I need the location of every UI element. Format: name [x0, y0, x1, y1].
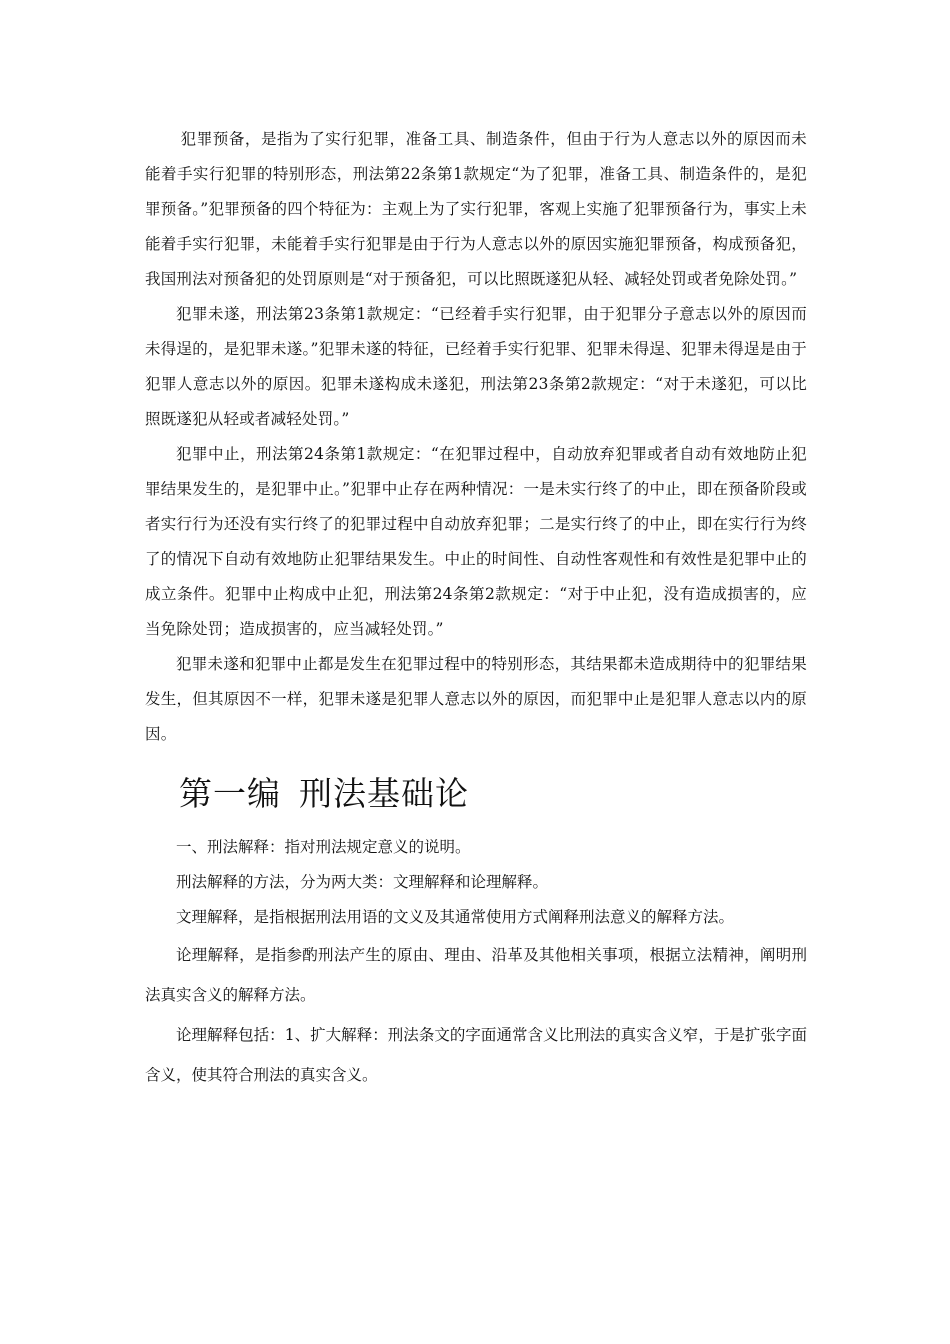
- heading-part-title: 刑法基础论: [299, 774, 469, 813]
- paragraph-crime-preparation: 犯罪预备，是指为了实行犯罪，准备工具、制造条件，但由于行为人意志以外的原因而未能着手实行犯罪的特别形态，刑法第22条第1款规定“为了犯罪，准备工具、制造条件的，是犯罪预备。”犯罪预备的四个特征为：主观上为了实行犯罪，客观上实施了犯罪预备行为，事实上未能着手实行犯罪，未能着手实行犯罪是由于行为人意志以外的原因实施犯罪预备，构成预备犯，我国刑法对预备犯的处罚原则是“对于预备犯，可以比照既遂犯从轻、减轻处罚或者免除处罚。”: [145, 130, 807, 288]
- paragraph-interpretation-methods: 刑法解释的方法，分为两大类：文理解释和论理解释。: [176, 873, 549, 891]
- heading-part-number: 第一编: [179, 774, 281, 813]
- paragraph-comparison: 犯罪未遂和犯罪中止都是发生在犯罪过程中的特别形态，其结果都未造成期待中的犯罪结果发生，但其原因不一样，犯罪未遂是犯罪人意志以外的原因，而犯罪中止是犯罪人意志以内的原因。: [145, 655, 807, 743]
- paragraph-criminal-law-interpretation: 一、刑法解释：指对刑法规定意义的说明。: [176, 838, 471, 856]
- paragraph-crime-discontinuation: 犯罪中止，刑法第24条第1款规定：“在犯罪过程中，自动放弃犯罪或者自动有效地防止犯罪结果发生的，是犯罪中止。”犯罪中止存在两种情况：一是未实行终了的中止，即在预备阶段或者实行行为还没有实行终了的犯罪过程中自动放弃犯罪；二是实行终了的中止，即在实行行为终了的情况下自动有效地防止犯罪结果发生。中止的时间性、自动性客观性和有效性是犯罪中止的成立条件。犯罪中止构成中止犯，刑法第24条第2款规定：“对于中止犯，没有造成损害的，应当免除处罚；造成损害的，应当减轻处罚。”: [145, 445, 807, 638]
- paragraph-attempted-crime: 犯罪未遂，刑法第23条第1款规定：“已经着手实行犯罪，由于犯罪分子意志以外的原因而未得逞的，是犯罪未遂。”犯罪未遂的特征，已经着手实行犯罪、犯罪未得逞、犯罪未得逞是由于犯罪人意志以外的原因。犯罪未遂构成未遂犯，刑法第23条第2款规定：“对于未遂犯，可以比照既遂犯从轻或者减轻处罚。”: [145, 305, 807, 428]
- paragraph-literal-interpretation: 文理解释，是指根据刑法用语的文义及其通常使用方式阐释刑法意义的解释方法。: [176, 908, 735, 926]
- paragraph-expansive-interpretation: 论理解释包括：1、扩大解释：刑法条文的字面通常含义比刑法的真实含义窄，于是扩张字面含义，使其符合刑法的真实含义。: [145, 1026, 807, 1084]
- section-heading: [145, 766, 807, 822]
- paragraph-logical-interpretation: 论理解释，是指参酌刑法产生的原由、理由、沿革及其他相关事项，根据立法精神，阐明刑法真实含义的解释方法。: [145, 946, 807, 1004]
- document-body: [145, 122, 807, 1095]
